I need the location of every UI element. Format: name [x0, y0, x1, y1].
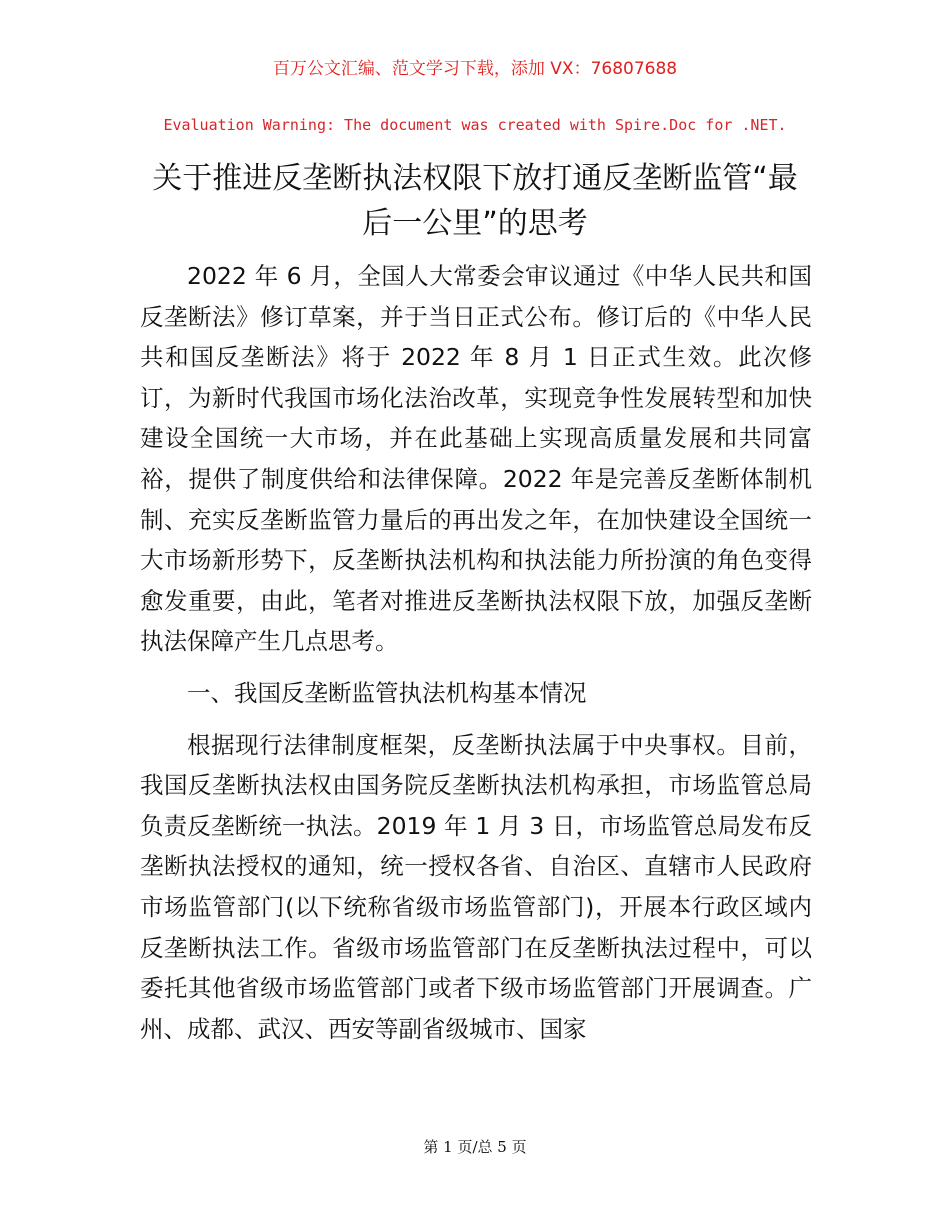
page-number-footer: 第 1 页/总 5 页	[423, 1138, 527, 1156]
paragraph-section-1: 根据现行法律制度框架，反垄断执法属于中央事权。目前，我国反垄断执法权由国务院反垄断执法机构承担，市场监管总局负责反垄断统一执法。2019 年 1 月 3 日，市场监管总局发布反垄断执法授权的通知，统一授权各省、自治区、直辖市人民政府市场监管部门(以下统称省级市场监管部门)，开展本行政区域内反垄断执法工作。省级市场监管部门在反垄断执法过程中，可以委托其他省级市场监管部门或者下级市场监管部门开展调查。广州、成都、武汉、西安等副省级城市、国家	[140, 730, 812, 1043]
header-banner: 百万公文汇编、范文学习下载，添加 VX：76807688	[272, 59, 678, 79]
document-title: 关于推进反垄断执法权限下放打通反垄断监管“最后一公里”的思考	[152, 161, 798, 241]
paragraph-intro: 2022 年 6 月，全国人大常委会审议通过《中华人民共和国反垄断法》修订草案，并于当日正式公布。修订后的《中华人民共和国反垄断法》将于 2022 年 8 月 1 日正式生效。此次修订，为新时代我国市场化法治改革，实现竞争性发展转型和加快建设全国统一大市场，并在此基础上实现高质量发展和共同富裕，提供了制度供给和法律保障。2022 年是完善反垄断体制机制、充实反垄断监管力量后的再出发之年，在加快建设全国统一大市场新形势下，反垄断执法机构和执法能力所扮演的角色变得愈发重要，由此，笔者对推进反垄断执法权限下放，加强反垄断执法保障产生几点思考。	[140, 262, 812, 656]
evaluation-warning: Evaluation Warning: The document was created with Spire.Doc for .NET.	[163, 116, 787, 134]
document-body	[140, 256, 812, 1060]
section-heading-1: 一、我国反垄断监管执法机构基本情况	[187, 678, 587, 707]
